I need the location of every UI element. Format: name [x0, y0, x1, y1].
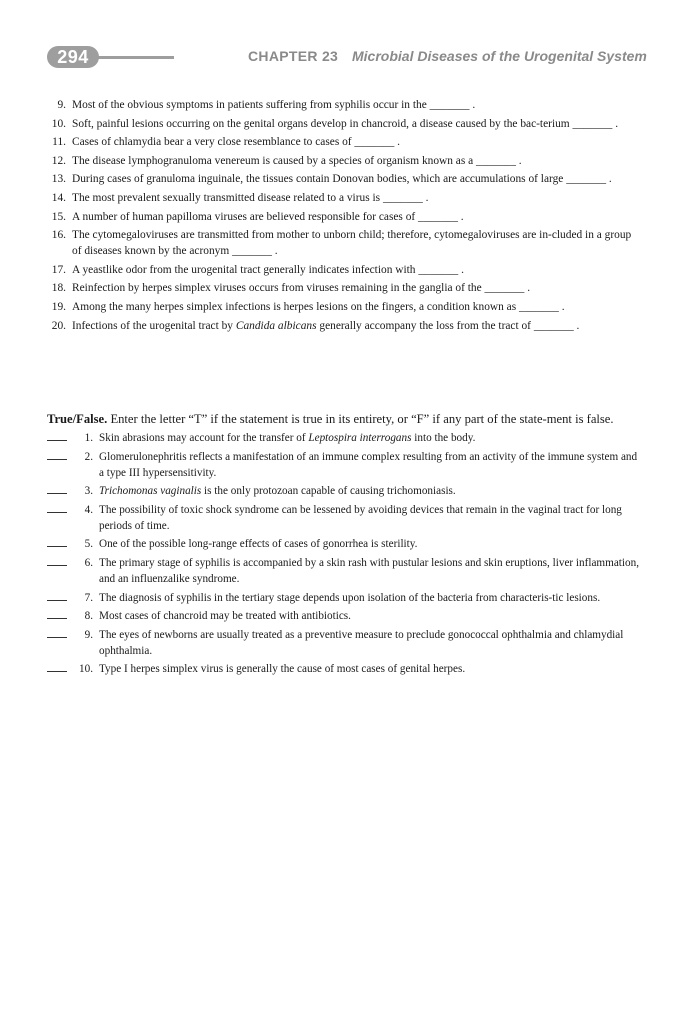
- true-false-item: [47, 449, 639, 481]
- item-number: 15.: [51, 210, 66, 223]
- item-number: 7.: [84, 591, 93, 604]
- true-false-item: [47, 608, 639, 624]
- item-number: 5.: [84, 538, 93, 551]
- text-after: is the only protozoan capable of causing trichomoniasis.: [201, 485, 456, 498]
- true-false-item: [47, 661, 639, 677]
- item-number: 13.: [51, 173, 66, 186]
- item-number: 12.: [51, 154, 66, 167]
- fill-in-item: [40, 318, 640, 334]
- answer-blank[interactable]: [47, 430, 67, 446]
- chapter-label: CHAPTER 23: [248, 48, 339, 64]
- item-text: [99, 430, 639, 446]
- item-text: [99, 449, 639, 481]
- answer-blank[interactable]: [47, 627, 67, 643]
- true-false-item: [47, 430, 639, 446]
- chapter-title: Microbial Diseases of the Urogenital System: [352, 48, 647, 64]
- fill-in-item: [40, 171, 640, 187]
- item-text: The most prevalent sexually transmitted disease related to a virus is _______ .: [72, 191, 429, 204]
- instructions-text: Enter the letter “T” if the statement is true in its entirety, or “F” if any part of the state-ment is false.: [110, 412, 614, 426]
- fill-in-item: [40, 153, 640, 169]
- item-number: 17.: [51, 263, 66, 276]
- item-text: The cytomegaloviruses are transmitted from mother to unborn child; therefore, cytomegaloviruses are in-cluded in a group of diseases known by the acronym _______ .: [72, 229, 632, 258]
- true-false-list: [47, 430, 639, 677]
- item-text-before: Infections of the urogenital tract by: [72, 319, 236, 332]
- item-number: 4.: [84, 503, 93, 516]
- item-number: 11.: [52, 136, 66, 149]
- text-italic: Leptospira interrogans: [308, 432, 412, 444]
- item-number: 2.: [84, 450, 93, 463]
- fill-in-item: [40, 262, 640, 278]
- item-text: Cases of chlamydia bear a very close resemblance to cases of _______ .: [72, 136, 400, 149]
- item-number: 9.: [57, 99, 66, 111]
- true-false-item: [47, 590, 639, 606]
- answer-blank[interactable]: [47, 536, 67, 552]
- item-text: The disease lymphogranuloma venereum is caused by a species of organism known as a _______ .: [72, 154, 522, 167]
- fill-in-item: [40, 209, 640, 225]
- answer-blank[interactable]: [47, 661, 67, 677]
- fill-in-item: [40, 134, 640, 150]
- answer-blank[interactable]: [47, 608, 67, 624]
- item-text: [99, 483, 639, 499]
- item-text: [99, 502, 639, 534]
- true-false-item: [47, 536, 639, 552]
- item-text: [72, 318, 640, 334]
- item-number: 8.: [84, 610, 93, 623]
- text-before: The possibility of toxic shock syndrome can be lessened by avoiding devices that remain in the vaginal tract for long periods of time.: [99, 503, 622, 532]
- item-text: A yeastlike odor from the urogenital tract generally indicates infection with _______ .: [72, 263, 464, 276]
- item-number: 1.: [84, 432, 93, 444]
- item-text-italic: Candida albicans: [235, 319, 317, 332]
- item-text: [99, 536, 639, 552]
- item-number: 20.: [51, 319, 66, 332]
- true-false-section: [47, 411, 639, 680]
- true-false-item: [47, 502, 639, 534]
- text-before: Skin abrasions may account for the transfer of: [99, 432, 309, 444]
- true-false-item: [47, 483, 639, 499]
- fill-in-item: [40, 299, 640, 315]
- item-number: 14.: [51, 191, 66, 204]
- item-text: Most of the obvious symptoms in patients suffering from syphilis occur in the _______ .: [72, 99, 476, 111]
- page-number-badge: 294: [47, 46, 99, 68]
- text-before: The diagnosis of syphilis in the tertiary stage depends upon isolation of the bacteria from characteris-tic lesions.: [99, 591, 601, 604]
- true-false-item: [47, 555, 639, 587]
- item-text: [99, 555, 639, 587]
- fill-in-item: [40, 280, 640, 296]
- true-false-item: [47, 627, 639, 659]
- text-before: One of the possible long-range effects of cases of gonorrhea is sterility.: [99, 538, 418, 551]
- answer-blank[interactable]: [47, 555, 67, 571]
- text-before: Type I herpes simplex virus is generally the cause of most cases of genital herpes.: [99, 663, 466, 676]
- item-text-after: generally accompany the loss from the tract of _______ .: [316, 319, 580, 332]
- item-text: During cases of granuloma inguinale, the tissues contain Donovan bodies, which are accumulations of large _______ .: [72, 173, 612, 186]
- fill-in-item: [40, 190, 640, 206]
- item-number: 16.: [51, 229, 66, 242]
- item-text: [99, 627, 639, 659]
- answer-blank[interactable]: [47, 502, 67, 518]
- item-number: 9.: [84, 628, 93, 641]
- item-number: 10.: [51, 117, 66, 130]
- answer-blank[interactable]: [47, 590, 67, 606]
- text-after: into the body.: [411, 432, 476, 444]
- item-text: [99, 590, 639, 606]
- text-before: Most cases of chancroid may be treated with antibiotics.: [99, 610, 351, 623]
- fill-in-item: [40, 227, 640, 259]
- text-before: Glomerulonephritis reflects a manifestation of an immune complex resulting from an activity of the immune system and a type III hypersensitivity.: [99, 450, 638, 479]
- true-false-heading: True/False.: [47, 412, 108, 426]
- answer-blank[interactable]: [47, 483, 67, 499]
- item-text: Reinfection by herpes simplex viruses occurs from viruses remaining in the ganglia of the _______ .: [72, 282, 531, 295]
- true-false-instructions: [47, 411, 639, 427]
- fill-in-item: [40, 97, 640, 113]
- item-text: A number of human papilloma viruses are believed responsible for cases of _______ .: [72, 210, 464, 223]
- item-number: 3.: [84, 485, 93, 498]
- text-before: The primary stage of syphilis is accompanied by a skin rash with pustular lesions and skin eruptions, liver inflammation, and an influenzalike syndrome.: [99, 556, 640, 585]
- header-rule: [96, 56, 174, 59]
- item-text: Among the many herpes simplex infections is herpes lesions on the fingers, a condition known as _______ .: [72, 300, 565, 313]
- fill-in-question-list: [40, 97, 640, 336]
- text-italic: Trichomonas vaginalis: [99, 485, 202, 498]
- text-before: The eyes of newborns are usually treated as a preventive measure to preclude gonococcal ophthalmia and chlamydial ophthalmia.: [99, 628, 624, 657]
- item-number: 18.: [51, 282, 66, 295]
- answer-blank[interactable]: [47, 449, 67, 465]
- item-text: [99, 608, 639, 624]
- item-text: [99, 661, 639, 677]
- fill-in-item: [40, 116, 640, 132]
- item-number: 10.: [79, 663, 93, 676]
- page-header: [0, 44, 683, 72]
- item-text: Soft, painful lesions occurring on the genital organs develop in chancroid, a disease caused by the bac-terium _______ .: [72, 117, 619, 130]
- item-number: 6.: [84, 556, 93, 569]
- item-number: 19.: [51, 300, 66, 313]
